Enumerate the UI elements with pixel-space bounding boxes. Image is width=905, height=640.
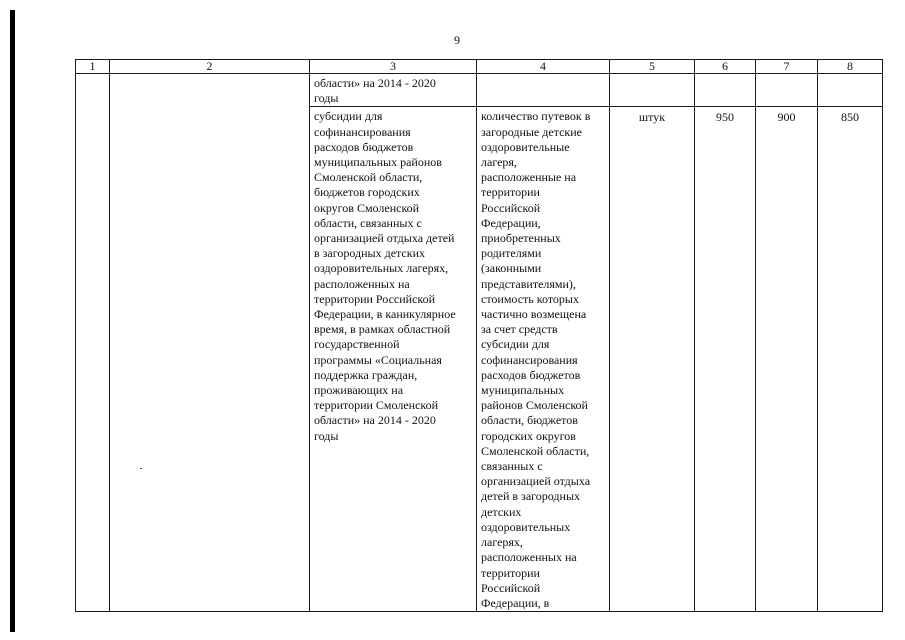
table-header-row [76, 60, 883, 74]
table-cell [477, 107, 610, 612]
table-cell [756, 74, 818, 107]
column-header: 6 [695, 60, 756, 74]
column-header: 3 [310, 60, 477, 74]
value-year-3: 850 [841, 110, 859, 125]
table-cell [818, 107, 883, 612]
column-header: 7 [756, 60, 818, 74]
column-header: 8 [818, 60, 883, 74]
table-cell [695, 74, 756, 107]
table-cell [310, 107, 477, 612]
table-cell [756, 107, 818, 612]
table-cell [695, 107, 756, 612]
value-year-1: 950 [716, 110, 734, 125]
column-header: 4 [477, 60, 610, 74]
indicator-description: количество путевок в загородные детские оздоровительные лагеря, расположенные на территории Российской Федерации, приобретенных родителями (законными представителями), стоимость которых частично возмещена за счет средств субсидии для софинансирования расходов бюджетов муниципальных районов Смоленской области, бюджетов городских округов Смоленской области, связанных с организацией отдыха детей в загородных детских оздоровительных лагерях, расположенных на территории Российской Федерации, в [481, 109, 591, 610]
scan-speck [140, 468, 142, 469]
table-cell [610, 74, 695, 107]
column-header: 5 [610, 60, 695, 74]
table-cell [76, 74, 110, 612]
column-header: 1 [76, 60, 110, 74]
table-cell [310, 74, 477, 107]
page-edge-bar [10, 10, 15, 632]
program-name-continuation: области» на 2014 - 2020 годы [314, 76, 436, 106]
table-cell [610, 107, 695, 612]
data-table [75, 59, 883, 612]
table-cell [110, 74, 310, 612]
page-number: 9 [454, 33, 460, 47]
table-cell [818, 74, 883, 107]
table-cell [477, 74, 610, 107]
unit-of-measure: штук [638, 110, 666, 125]
table-row [76, 74, 883, 107]
subsidy-description: субсидии для софинансирования расходов бюджетов муниципальных районов Смоленской области, бюджетов городских округов Смоленской области, связанных с организацией отдыха детей в загородных детских оздоровительных лагерях, расположенных на территории Российской Федерации, в каникулярное время, в рамках областной государственной программы «Социальная поддержка граждан, проживающих на территории Смоленской области» на 2014 - 2020 годы [314, 109, 456, 443]
value-year-2: 900 [777, 110, 796, 125]
column-header: 2 [110, 60, 310, 74]
